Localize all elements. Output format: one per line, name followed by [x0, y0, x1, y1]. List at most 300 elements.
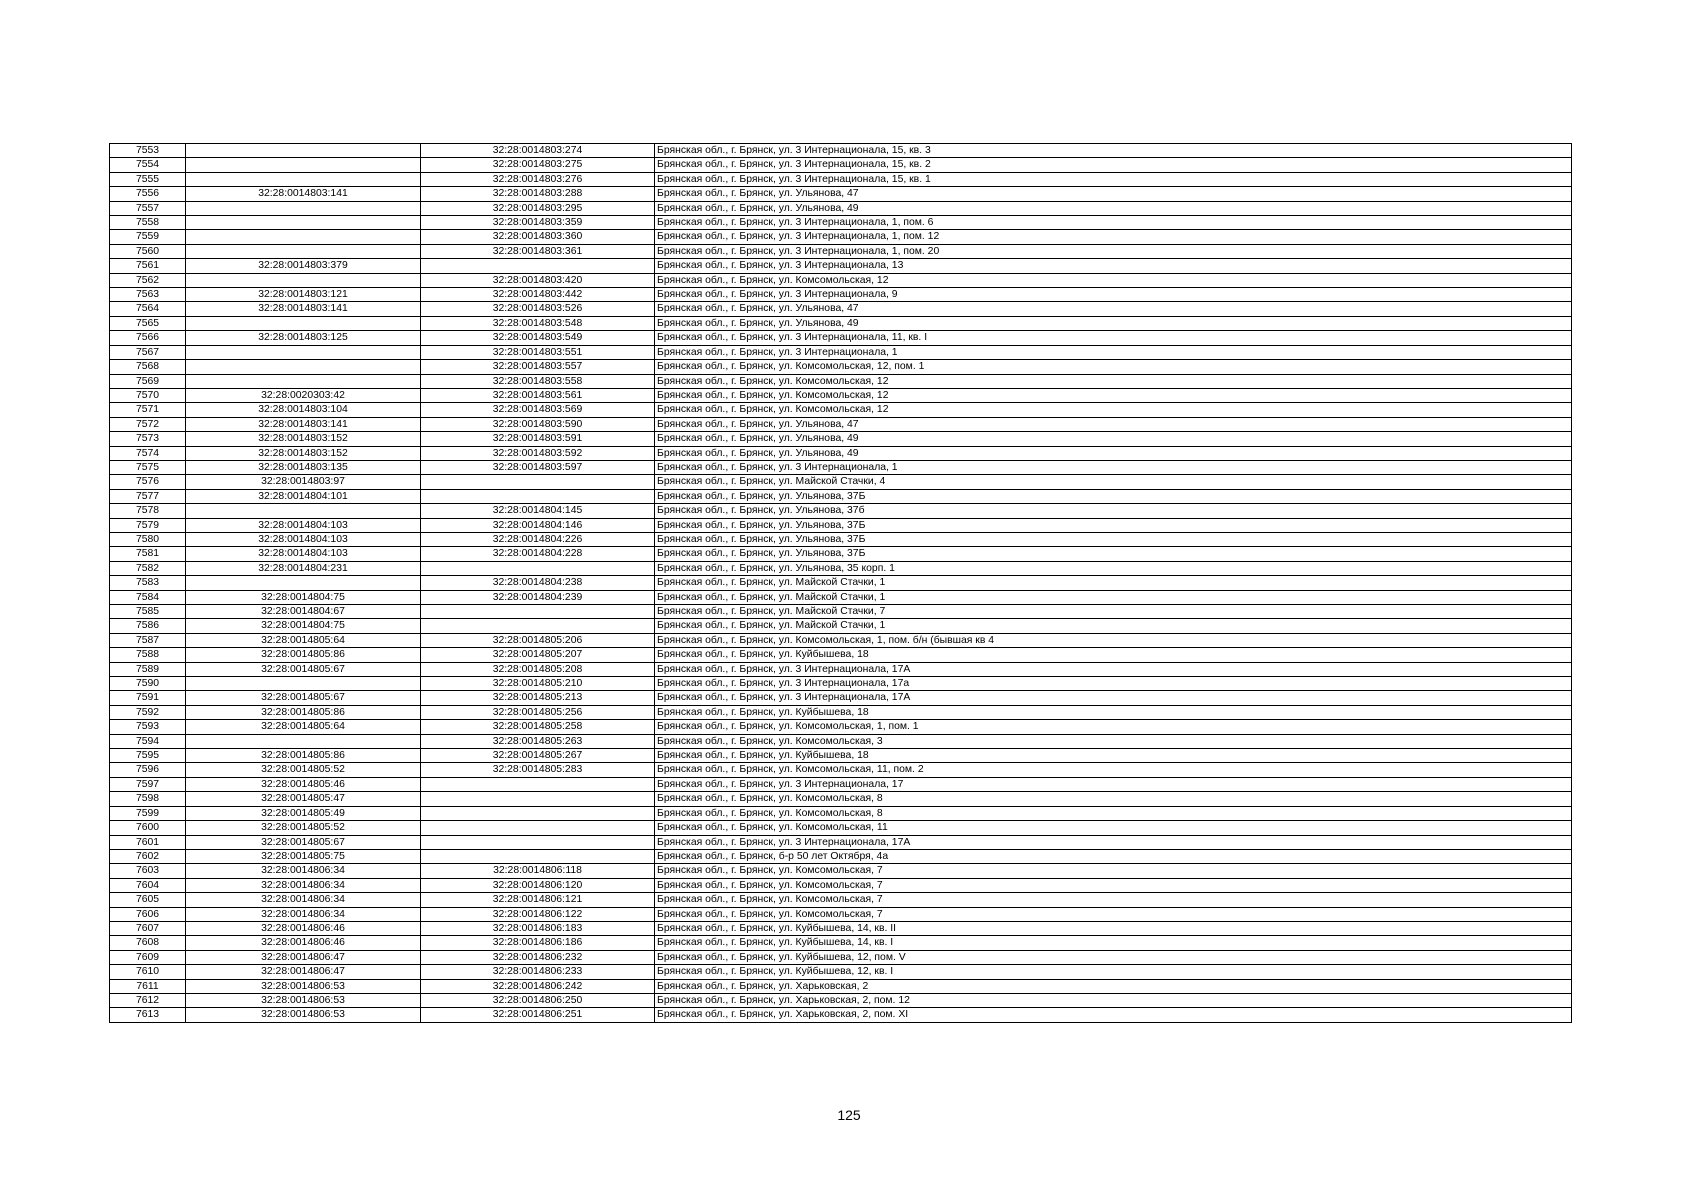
building-cadastral-cell: 32:28:0014803:548 — [421, 316, 655, 330]
land-plot-cadastral-cell — [186, 345, 421, 359]
table-row — [110, 662, 1572, 676]
building-cadastral-cell — [421, 777, 655, 791]
building-cadastral-cell — [421, 835, 655, 849]
table-row — [110, 806, 1572, 820]
table-row — [110, 374, 1572, 388]
table-row — [110, 489, 1572, 503]
table-row — [110, 864, 1572, 878]
land-plot-cadastral-cell: 32:28:0014803:104 — [186, 403, 421, 417]
building-cadastral-cell — [421, 475, 655, 489]
row-number-cell: 7602 — [110, 849, 186, 863]
building-cadastral-cell — [421, 792, 655, 806]
building-cadastral-cell: 32:28:0014803:420 — [421, 273, 655, 287]
land-plot-cadastral-cell: 32:28:0014804:103 — [186, 518, 421, 532]
table-row — [110, 259, 1572, 273]
row-number-cell: 7594 — [110, 734, 186, 748]
address-cell: Брянская обл., г. Брянск, ул. Майской Стачки, 1 — [655, 590, 1572, 604]
land-plot-cadastral-cell: 32:28:0014805:86 — [186, 705, 421, 719]
building-cadastral-cell: 32:28:0014804:228 — [421, 547, 655, 561]
table-row — [110, 979, 1572, 993]
row-number-cell: 7603 — [110, 864, 186, 878]
building-cadastral-cell: 32:28:0014805:206 — [421, 633, 655, 647]
row-number-cell: 7584 — [110, 590, 186, 604]
address-cell: Брянская обл., г. Брянск, ул. 3 Интернационала, 17А — [655, 691, 1572, 705]
address-cell: Брянская обл., г. Брянск, ул. Комсомольская, 7 — [655, 893, 1572, 907]
land-plot-cadastral-cell — [186, 273, 421, 287]
building-cadastral-cell: 32:28:0014806:183 — [421, 921, 655, 935]
row-number-cell: 7568 — [110, 360, 186, 374]
land-plot-cadastral-cell — [186, 230, 421, 244]
address-cell: Брянская обл., г. Брянск, ул. Комсомольская, 12 — [655, 273, 1572, 287]
building-cadastral-cell — [421, 259, 655, 273]
land-plot-cadastral-cell: 32:28:0014805:86 — [186, 648, 421, 662]
table-row — [110, 907, 1572, 921]
row-number-cell: 7561 — [110, 259, 186, 273]
land-plot-cadastral-cell: 32:28:0014804:67 — [186, 605, 421, 619]
building-cadastral-cell: 32:28:0014803:558 — [421, 374, 655, 388]
land-plot-cadastral-cell — [186, 374, 421, 388]
address-cell: Брянская обл., г. Брянск, ул. Куйбышева, 18 — [655, 705, 1572, 719]
table-row — [110, 302, 1572, 316]
address-cell: Брянская обл., г. Брянск, ул. Харьковская, 2, пом. XI — [655, 1008, 1572, 1022]
row-number-cell: 7562 — [110, 273, 186, 287]
address-cell: Брянская обл., г. Брянск, ул. Ульянова, 37Б — [655, 532, 1572, 546]
row-number-cell: 7578 — [110, 504, 186, 518]
row-number-cell: 7557 — [110, 201, 186, 215]
building-cadastral-cell: 32:28:0014803:288 — [421, 187, 655, 201]
building-cadastral-cell: 32:28:0014806:121 — [421, 893, 655, 907]
row-number-cell: 7599 — [110, 806, 186, 820]
row-number-cell: 7587 — [110, 633, 186, 647]
land-plot-cadastral-cell: 32:28:0014803:141 — [186, 187, 421, 201]
address-cell: Брянская обл., г. Брянск, ул. Ульянова, 37Б — [655, 547, 1572, 561]
land-plot-cadastral-cell: 32:28:0014805:47 — [186, 792, 421, 806]
table-row — [110, 273, 1572, 287]
table-row — [110, 475, 1572, 489]
row-number-cell: 7563 — [110, 288, 186, 302]
building-cadastral-cell — [421, 821, 655, 835]
land-plot-cadastral-cell: 32:28:0014804:75 — [186, 619, 421, 633]
address-cell: Брянская обл., г. Брянск, ул. Куйбышева, 14, кв. I — [655, 936, 1572, 950]
land-plot-cadastral-cell — [186, 244, 421, 258]
address-cell: Брянская обл., г. Брянск, ул. Ульянова, 49 — [655, 432, 1572, 446]
row-number-cell: 7611 — [110, 979, 186, 993]
land-plot-cadastral-cell: 32:28:0014806:46 — [186, 936, 421, 950]
table-row — [110, 201, 1572, 215]
address-cell: Брянская обл., г. Брянск, ул. Майской Стачки, 1 — [655, 576, 1572, 590]
building-cadastral-cell: 32:28:0014804:239 — [421, 590, 655, 604]
building-cadastral-cell: 32:28:0014803:526 — [421, 302, 655, 316]
building-cadastral-cell: 32:28:0014805:210 — [421, 677, 655, 691]
row-number-cell: 7595 — [110, 749, 186, 763]
row-number-cell: 7591 — [110, 691, 186, 705]
table-row — [110, 993, 1572, 1007]
address-cell: Брянская обл., г. Брянск, ул. Комсомольская, 1, пом. 1 — [655, 720, 1572, 734]
building-cadastral-cell: 32:28:0014806:242 — [421, 979, 655, 993]
row-number-cell: 7560 — [110, 244, 186, 258]
address-cell: Брянская обл., г. Брянск, ул. Комсомольская, 1, пом. б/н (бывшая кв 4 — [655, 633, 1572, 647]
address-cell: Брянская обл., г. Брянск, ул. 3 Интернационала, 13 — [655, 259, 1572, 273]
table-row — [110, 720, 1572, 734]
building-cadastral-cell: 32:28:0014803:361 — [421, 244, 655, 258]
address-cell: Брянская обл., г. Брянск, ул. Комсомольская, 7 — [655, 864, 1572, 878]
table-row — [110, 504, 1572, 518]
address-cell: Брянская обл., г. Брянск, ул. Майской Стачки, 4 — [655, 475, 1572, 489]
table-row — [110, 619, 1572, 633]
row-number-cell: 7565 — [110, 316, 186, 330]
address-cell: Брянская обл., г. Брянск, ул. Ульянова, 37Б — [655, 518, 1572, 532]
land-plot-cadastral-cell: 32:28:0014803:152 — [186, 432, 421, 446]
land-plot-cadastral-cell: 32:28:0020303:42 — [186, 388, 421, 402]
land-plot-cadastral-cell: 32:28:0014804:103 — [186, 532, 421, 546]
land-plot-cadastral-cell: 32:28:0014806:34 — [186, 907, 421, 921]
table-row — [110, 331, 1572, 345]
address-cell: Брянская обл., г. Брянск, ул. 3 Интернационала, 17 — [655, 777, 1572, 791]
address-cell: Брянская обл., г. Брянск, ул. Майской Стачки, 1 — [655, 619, 1572, 633]
land-plot-cadastral-cell: 32:28:0014803:152 — [186, 446, 421, 460]
land-plot-cadastral-cell: 32:28:0014805:67 — [186, 691, 421, 705]
building-cadastral-cell: 32:28:0014803:295 — [421, 201, 655, 215]
land-plot-cadastral-cell: 32:28:0014806:47 — [186, 965, 421, 979]
land-plot-cadastral-cell — [186, 316, 421, 330]
address-cell: Брянская обл., г. Брянск, ул. Харьковская, 2 — [655, 979, 1572, 993]
row-number-cell: 7559 — [110, 230, 186, 244]
row-number-cell: 7580 — [110, 532, 186, 546]
building-cadastral-cell: 32:28:0014803:549 — [421, 331, 655, 345]
land-plot-cadastral-cell: 32:28:0014803:121 — [186, 288, 421, 302]
table-row — [110, 187, 1572, 201]
table-row — [110, 388, 1572, 402]
table-row — [110, 158, 1572, 172]
row-number-cell: 7588 — [110, 648, 186, 662]
table-row — [110, 648, 1572, 662]
row-number-cell: 7590 — [110, 677, 186, 691]
table-row — [110, 403, 1572, 417]
row-number-cell: 7593 — [110, 720, 186, 734]
row-number-cell: 7574 — [110, 446, 186, 460]
building-cadastral-cell: 32:28:0014803:360 — [421, 230, 655, 244]
building-cadastral-cell: 32:28:0014806:250 — [421, 993, 655, 1007]
land-plot-cadastral-cell — [186, 172, 421, 186]
address-cell: Брянская обл., г. Брянск, ул. Ульянова, 49 — [655, 316, 1572, 330]
building-cadastral-cell: 32:28:0014805:267 — [421, 749, 655, 763]
table-row — [110, 590, 1572, 604]
page-number: 125 — [837, 1107, 861, 1123]
address-cell: Брянская обл., г. Брянск, ул. 3 Интернационала, 17а — [655, 677, 1572, 691]
table-row — [110, 893, 1572, 907]
land-plot-cadastral-cell: 32:28:0014806:47 — [186, 950, 421, 964]
address-cell: Брянская обл., г. Брянск, ул. 3 Интернационала, 1, пом. 12 — [655, 230, 1572, 244]
row-number-cell: 7596 — [110, 763, 186, 777]
address-cell: Брянская обл., г. Брянск, ул. Ульянова, 47 — [655, 417, 1572, 431]
land-plot-cadastral-cell: 32:28:0014806:46 — [186, 921, 421, 935]
address-cell: Брянская обл., г. Брянск, ул. Ульянова, 37Б — [655, 489, 1572, 503]
address-cell: Брянская обл., г. Брянск, ул. 3 Интернационала, 17А — [655, 835, 1572, 849]
land-plot-cadastral-cell: 32:28:0014804:103 — [186, 547, 421, 561]
land-plot-cadastral-cell: 32:28:0014806:34 — [186, 864, 421, 878]
row-number-cell: 7600 — [110, 821, 186, 835]
table-row — [110, 835, 1572, 849]
land-plot-cadastral-cell — [186, 144, 421, 158]
row-number-cell: 7582 — [110, 561, 186, 575]
building-cadastral-cell: 32:28:0014803:359 — [421, 216, 655, 230]
building-cadastral-cell — [421, 619, 655, 633]
row-number-cell: 7606 — [110, 907, 186, 921]
row-number-cell: 7579 — [110, 518, 186, 532]
row-number-cell: 7554 — [110, 158, 186, 172]
building-cadastral-cell: 32:28:0014805:283 — [421, 763, 655, 777]
land-plot-cadastral-cell: 32:28:0014805:49 — [186, 806, 421, 820]
row-number-cell: 7610 — [110, 965, 186, 979]
land-plot-cadastral-cell: 32:28:0014804:101 — [186, 489, 421, 503]
building-cadastral-cell: 32:28:0014803:276 — [421, 172, 655, 186]
land-plot-cadastral-cell — [186, 158, 421, 172]
building-cadastral-cell: 32:28:0014803:592 — [421, 446, 655, 460]
row-number-cell: 7609 — [110, 950, 186, 964]
table-row — [110, 763, 1572, 777]
land-plot-cadastral-cell: 32:28:0014806:53 — [186, 993, 421, 1007]
table-row — [110, 633, 1572, 647]
building-cadastral-cell: 32:28:0014806:122 — [421, 907, 655, 921]
table-row — [110, 878, 1572, 892]
table-row — [110, 605, 1572, 619]
land-plot-cadastral-cell: 32:28:0014805:52 — [186, 763, 421, 777]
land-plot-cadastral-cell — [186, 504, 421, 518]
table-row — [110, 936, 1572, 950]
building-cadastral-cell: 32:28:0014806:118 — [421, 864, 655, 878]
building-cadastral-cell: 32:28:0014803:590 — [421, 417, 655, 431]
row-number-cell: 7613 — [110, 1008, 186, 1022]
building-cadastral-cell: 32:28:0014803:561 — [421, 388, 655, 402]
row-number-cell: 7601 — [110, 835, 186, 849]
land-plot-cadastral-cell: 32:28:0014806:34 — [186, 878, 421, 892]
address-cell: Брянская обл., г. Брянск, ул. Ульянова, 47 — [655, 187, 1572, 201]
table-row — [110, 950, 1572, 964]
land-plot-cadastral-cell: 32:28:0014803:97 — [186, 475, 421, 489]
land-plot-cadastral-cell: 32:28:0014803:135 — [186, 460, 421, 474]
building-cadastral-cell: 32:28:0014806:251 — [421, 1008, 655, 1022]
address-cell: Брянская обл., г. Брянск, ул. Комсомольская, 12, пом. 1 — [655, 360, 1572, 374]
table-row — [110, 734, 1572, 748]
table-row — [110, 360, 1572, 374]
address-cell: Брянская обл., г. Брянск, ул. 3 Интернационала, 15, кв. 3 — [655, 144, 1572, 158]
row-number-cell: 7555 — [110, 172, 186, 186]
building-cadastral-cell: 32:28:0014803:551 — [421, 345, 655, 359]
row-number-cell: 7577 — [110, 489, 186, 503]
address-cell: Брянская обл., г. Брянск, ул. Майской Стачки, 7 — [655, 605, 1572, 619]
table-row — [110, 561, 1572, 575]
building-cadastral-cell: 32:28:0014805:263 — [421, 734, 655, 748]
land-plot-cadastral-cell: 32:28:0014805:64 — [186, 720, 421, 734]
row-number-cell: 7570 — [110, 388, 186, 402]
address-cell: Брянская обл., г. Брянск, ул. Ульянова, 37б — [655, 504, 1572, 518]
row-number-cell: 7556 — [110, 187, 186, 201]
land-plot-cadastral-cell: 32:28:0014803:141 — [186, 302, 421, 316]
table-row — [110, 792, 1572, 806]
building-cadastral-cell: 32:28:0014803:591 — [421, 432, 655, 446]
address-cell: Брянская обл., г. Брянск, ул. Куйбышева, 18 — [655, 749, 1572, 763]
building-cadastral-cell — [421, 489, 655, 503]
table-row — [110, 691, 1572, 705]
address-cell: Брянская обл., г. Брянск, ул. Комсомольская, 12 — [655, 403, 1572, 417]
address-cell: Брянская обл., г. Брянск, ул. Комсомольская, 8 — [655, 806, 1572, 820]
address-cell: Брянская обл., г. Брянск, ул. Комсомольская, 8 — [655, 792, 1572, 806]
row-number-cell: 7607 — [110, 921, 186, 935]
table-row — [110, 460, 1572, 474]
address-cell: Брянская обл., г. Брянск, б-р 50 лет Октября, 4а — [655, 849, 1572, 863]
table-row — [110, 316, 1572, 330]
table-row — [110, 749, 1572, 763]
address-cell: Брянская обл., г. Брянск, ул. Комсомольская, 12 — [655, 374, 1572, 388]
land-plot-cadastral-cell — [186, 677, 421, 691]
land-plot-cadastral-cell: 32:28:0014805:67 — [186, 835, 421, 849]
table-row — [110, 532, 1572, 546]
address-cell: Брянская обл., г. Брянск, ул. Ульянова, 47 — [655, 302, 1572, 316]
land-plot-cadastral-cell: 32:28:0014803:125 — [186, 331, 421, 345]
building-cadastral-cell: 32:28:0014803:569 — [421, 403, 655, 417]
table-row — [110, 432, 1572, 446]
address-cell: Брянская обл., г. Брянск, ул. 3 Интернационала, 1 — [655, 345, 1572, 359]
land-plot-cadastral-cell: 32:28:0014805:86 — [186, 749, 421, 763]
table-row — [110, 518, 1572, 532]
land-plot-cadastral-cell: 32:28:0014805:64 — [186, 633, 421, 647]
table-body — [110, 144, 1572, 1023]
table-row — [110, 1008, 1572, 1022]
address-cell: Брянская обл., г. Брянск, ул. 3 Интернационала, 15, кв. 1 — [655, 172, 1572, 186]
address-cell: Брянская обл., г. Брянск, ул. 3 Интернационала, 1, пом. 6 — [655, 216, 1572, 230]
row-number-cell: 7566 — [110, 331, 186, 345]
cadastral-table — [109, 143, 1572, 1023]
land-plot-cadastral-cell: 32:28:0014806:53 — [186, 1008, 421, 1022]
table-row — [110, 777, 1572, 791]
address-cell: Брянская обл., г. Брянск, ул. Ульянова, 35 корп. 1 — [655, 561, 1572, 575]
land-plot-cadastral-cell: 32:28:0014803:379 — [186, 259, 421, 273]
building-cadastral-cell: 32:28:0014804:145 — [421, 504, 655, 518]
land-plot-cadastral-cell: 32:28:0014805:52 — [186, 821, 421, 835]
address-cell: Брянская обл., г. Брянск, ул. Комсомольская, 12 — [655, 388, 1572, 402]
row-number-cell: 7553 — [110, 144, 186, 158]
table-row — [110, 821, 1572, 835]
address-cell: Брянская обл., г. Брянск, ул. Ульянова, 49 — [655, 446, 1572, 460]
row-number-cell: 7598 — [110, 792, 186, 806]
address-cell: Брянская обл., г. Брянск, ул. 3 Интернационала, 15, кв. 2 — [655, 158, 1572, 172]
building-cadastral-cell: 32:28:0014804:146 — [421, 518, 655, 532]
row-number-cell: 7571 — [110, 403, 186, 417]
building-cadastral-cell: 32:28:0014805:208 — [421, 662, 655, 676]
building-cadastral-cell: 32:28:0014804:226 — [421, 532, 655, 546]
row-number-cell: 7576 — [110, 475, 186, 489]
address-cell: Брянская обл., г. Брянск, ул. Комсомольская, 3 — [655, 734, 1572, 748]
table-row — [110, 230, 1572, 244]
land-plot-cadastral-cell: 32:28:0014805:46 — [186, 777, 421, 791]
building-cadastral-cell: 32:28:0014806:232 — [421, 950, 655, 964]
land-plot-cadastral-cell: 32:28:0014806:34 — [186, 893, 421, 907]
table-row — [110, 417, 1572, 431]
address-cell: Брянская обл., г. Брянск, ул. 3 Интернационала, 9 — [655, 288, 1572, 302]
building-cadastral-cell: 32:28:0014804:238 — [421, 576, 655, 590]
building-cadastral-cell — [421, 561, 655, 575]
land-plot-cadastral-cell — [186, 216, 421, 230]
address-cell: Брянская обл., г. Брянск, ул. Куйбышева, 12, кв. I — [655, 965, 1572, 979]
table-row — [110, 576, 1572, 590]
address-cell: Брянская обл., г. Брянск, ул. Комсомольская, 11, пом. 2 — [655, 763, 1572, 777]
address-cell: Брянская обл., г. Брянск, ул. Комсомольская, 11 — [655, 821, 1572, 835]
address-cell: Брянская обл., г. Брянск, ул. Ульянова, 49 — [655, 201, 1572, 215]
row-number-cell: 7585 — [110, 605, 186, 619]
row-number-cell: 7592 — [110, 705, 186, 719]
table-row — [110, 288, 1572, 302]
row-number-cell: 7564 — [110, 302, 186, 316]
table-row — [110, 849, 1572, 863]
address-cell: Брянская обл., г. Брянск, ул. Харьковская, 2, пом. 12 — [655, 993, 1572, 1007]
building-cadastral-cell — [421, 806, 655, 820]
address-cell: Брянская обл., г. Брянск, ул. 3 Интернационала, 1, пом. 20 — [655, 244, 1572, 258]
building-cadastral-cell: 32:28:0014803:274 — [421, 144, 655, 158]
land-plot-cadastral-cell: 32:28:0014806:53 — [186, 979, 421, 993]
land-plot-cadastral-cell — [186, 360, 421, 374]
table-row — [110, 921, 1572, 935]
address-cell: Брянская обл., г. Брянск, ул. Комсомольская, 7 — [655, 907, 1572, 921]
building-cadastral-cell: 32:28:0014803:442 — [421, 288, 655, 302]
building-cadastral-cell: 32:28:0014806:186 — [421, 936, 655, 950]
building-cadastral-cell: 32:28:0014803:557 — [421, 360, 655, 374]
row-number-cell: 7581 — [110, 547, 186, 561]
table-row — [110, 144, 1572, 158]
address-cell: Брянская обл., г. Брянск, ул. Куйбышева, 12, пом. V — [655, 950, 1572, 964]
building-cadastral-cell: 32:28:0014805:213 — [421, 691, 655, 705]
building-cadastral-cell: 32:28:0014803:597 — [421, 460, 655, 474]
land-plot-cadastral-cell — [186, 201, 421, 215]
table-row — [110, 244, 1572, 258]
row-number-cell: 7558 — [110, 216, 186, 230]
row-number-cell: 7608 — [110, 936, 186, 950]
address-cell: Брянская обл., г. Брянск, ул. Комсомольская, 7 — [655, 878, 1572, 892]
table-row — [110, 446, 1572, 460]
building-cadastral-cell: 32:28:0014805:258 — [421, 720, 655, 734]
row-number-cell: 7605 — [110, 893, 186, 907]
table-row — [110, 172, 1572, 186]
row-number-cell: 7612 — [110, 993, 186, 1007]
row-number-cell: 7567 — [110, 345, 186, 359]
row-number-cell: 7583 — [110, 576, 186, 590]
row-number-cell: 7573 — [110, 432, 186, 446]
table-row — [110, 345, 1572, 359]
building-cadastral-cell: 32:28:0014805:256 — [421, 705, 655, 719]
building-cadastral-cell — [421, 605, 655, 619]
row-number-cell: 7589 — [110, 662, 186, 676]
address-cell: Брянская обл., г. Брянск, ул. 3 Интернационала, 11, кв. I — [655, 331, 1572, 345]
land-plot-cadastral-cell: 32:28:0014805:75 — [186, 849, 421, 863]
land-plot-cadastral-cell — [186, 576, 421, 590]
address-cell: Брянская обл., г. Брянск, ул. Куйбышева, 14, кв. II — [655, 921, 1572, 935]
land-plot-cadastral-cell: 32:28:0014804:75 — [186, 590, 421, 604]
building-cadastral-cell: 32:28:0014806:120 — [421, 878, 655, 892]
address-cell: Брянская обл., г. Брянск, ул. 3 Интернационала, 1 — [655, 460, 1572, 474]
row-number-cell: 7569 — [110, 374, 186, 388]
row-number-cell: 7572 — [110, 417, 186, 431]
table-row — [110, 677, 1572, 691]
table-row — [110, 965, 1572, 979]
row-number-cell: 7604 — [110, 878, 186, 892]
building-cadastral-cell: 32:28:0014806:233 — [421, 965, 655, 979]
land-plot-cadastral-cell — [186, 734, 421, 748]
land-plot-cadastral-cell: 32:28:0014805:67 — [186, 662, 421, 676]
table-row — [110, 705, 1572, 719]
land-plot-cadastral-cell: 32:28:0014803:141 — [186, 417, 421, 431]
row-number-cell: 7586 — [110, 619, 186, 633]
table-row — [110, 216, 1572, 230]
row-number-cell: 7597 — [110, 777, 186, 791]
